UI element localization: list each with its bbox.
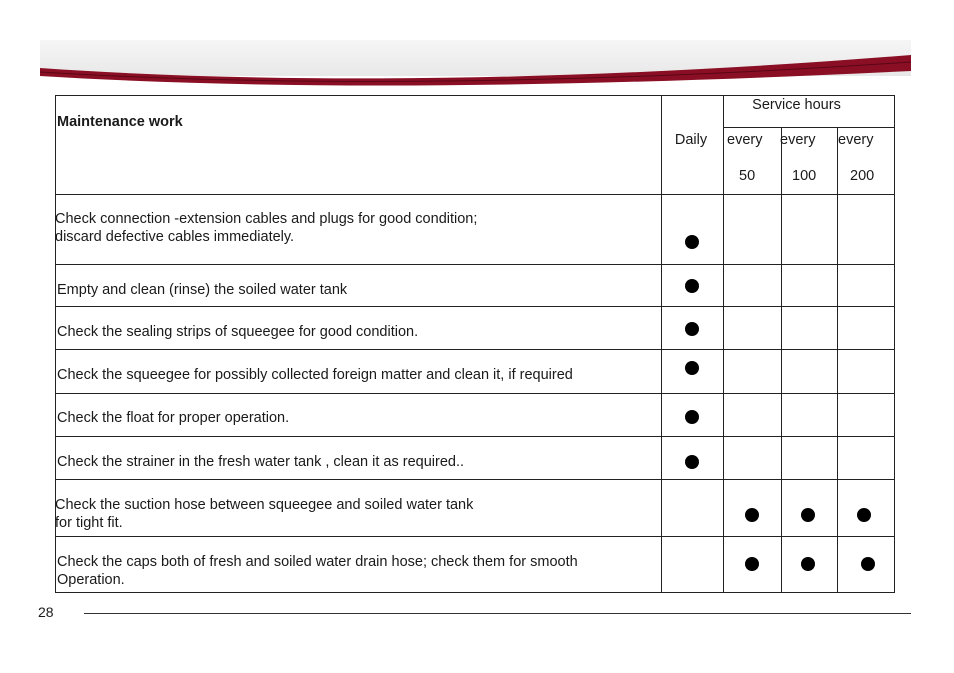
header-interval-top: every bbox=[838, 132, 874, 148]
every-100-mark bbox=[801, 557, 815, 571]
task-text: Check the squeegee for possibly collected foreign matter and clean it, if required bbox=[57, 367, 573, 383]
group-divider bbox=[723, 127, 895, 128]
header-interval-hours: 50 bbox=[739, 168, 756, 184]
maintenance-table bbox=[55, 95, 895, 593]
task-text: Check the float for proper operation. bbox=[57, 410, 290, 426]
row-divider bbox=[55, 306, 895, 307]
row-divider bbox=[55, 349, 895, 350]
every-100-mark bbox=[801, 508, 815, 522]
footer-rule bbox=[84, 613, 911, 614]
every-200-mark bbox=[857, 508, 871, 522]
daily-mark bbox=[685, 235, 699, 249]
header-interval-top: every bbox=[727, 132, 763, 148]
every-50-mark bbox=[745, 508, 759, 522]
row-divider bbox=[55, 479, 895, 480]
row-divider bbox=[55, 436, 895, 437]
task-text: Empty and clean (rinse) the soiled water tank bbox=[57, 282, 348, 298]
col-divider bbox=[723, 95, 724, 593]
task-text: discard defective cables immediately. bbox=[55, 229, 295, 245]
row-divider bbox=[55, 194, 895, 195]
task-text: Check the strainer in the fresh water tank , clean it as required.. bbox=[57, 454, 465, 470]
header-service-hours: Service hours bbox=[752, 97, 841, 113]
row-divider bbox=[55, 264, 895, 265]
every-50-mark bbox=[745, 557, 759, 571]
task-text: Check the sealing strips of squeegee for good condition. bbox=[57, 324, 419, 340]
row-divider bbox=[55, 393, 895, 394]
col-divider bbox=[837, 127, 838, 593]
daily-mark bbox=[685, 410, 699, 424]
daily-mark bbox=[685, 279, 699, 293]
task-text: for tight fit. bbox=[55, 515, 123, 531]
header-daily: Daily bbox=[674, 132, 708, 148]
task-text: Operation. bbox=[57, 572, 125, 588]
col-divider bbox=[661, 95, 662, 593]
daily-mark bbox=[685, 455, 699, 469]
header-maintenance-work: Maintenance work bbox=[57, 114, 183, 130]
page-number: 28 bbox=[38, 604, 54, 620]
header-interval-top: every bbox=[780, 132, 816, 148]
row-divider bbox=[55, 536, 895, 537]
task-text: Check connection -extension cables and plugs for good condition; bbox=[55, 211, 478, 227]
task-text: Check the caps both of fresh and soiled water drain hose; check them for smooth bbox=[57, 554, 578, 570]
col-divider bbox=[781, 127, 782, 593]
header-interval-hours: 200 bbox=[850, 168, 875, 184]
every-200-mark bbox=[861, 557, 875, 571]
header-interval-hours: 100 bbox=[792, 168, 817, 184]
header-band bbox=[0, 0, 954, 100]
task-text: Check the suction hose between squeegee and soiled water tank bbox=[55, 497, 474, 513]
daily-mark bbox=[685, 322, 699, 336]
daily-mark bbox=[685, 361, 699, 375]
